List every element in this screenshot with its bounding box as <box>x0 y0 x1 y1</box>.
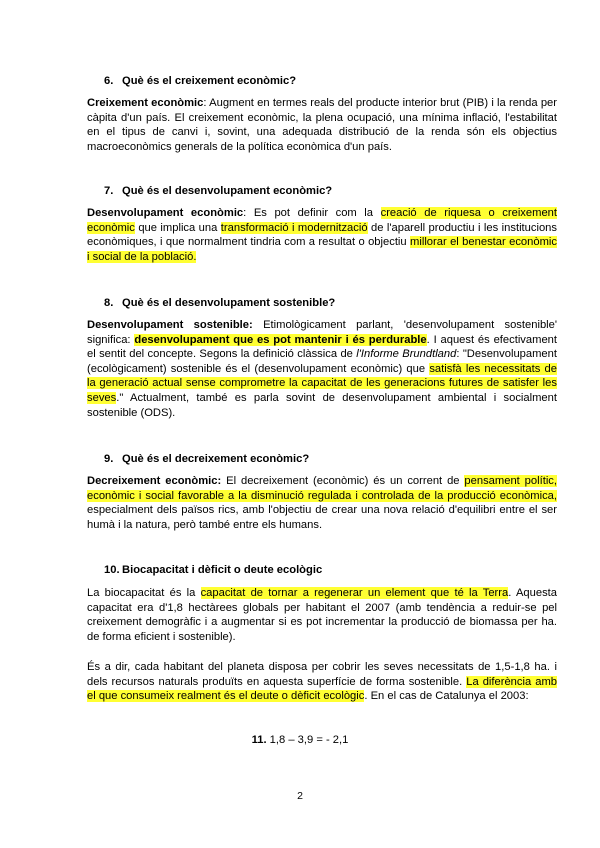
highlight: creació de riquesa o creixement econòmic <box>87 207 557 234</box>
paragraph-text: És a dir, cada habitant del planeta disposa per cobrir les seves necessitats de 1,5-1,8 ha. i dels recursos naturals produïts en aquesta superfície de forma sostenible. <box>87 661 557 688</box>
heading-10 <box>104 563 322 578</box>
paragraph-7 <box>87 206 557 264</box>
highlight: pensament polític, econòmic i social favorable a la disminució regulada i controlada de la producció econòmica, <box>87 475 558 502</box>
paragraph-text: que implica una <box>134 221 221 234</box>
heading-title: Biocapacitat i dèficit o deute ecològic <box>122 564 323 576</box>
heading-title: Què és el creixement econòmic? <box>122 75 297 87</box>
term: Decreixement econòmic: <box>87 475 222 487</box>
heading-number: 9. <box>104 453 114 465</box>
paragraph-text: de l'aparell productiu i les institucions econòmiques, i que normalment tindria com a resultat o objectiu <box>87 221 557 249</box>
paragraph-9 <box>87 474 557 532</box>
paragraph-10b <box>87 660 557 704</box>
paragraph-text: . I aquest és efectivament el sentit del concepte. Segons la definició clàssica de <box>87 333 557 361</box>
heading-title: Què és el desenvolupament sostenible? <box>122 297 336 309</box>
heading-title: Què és el desenvolupament econòmic? <box>122 185 333 197</box>
term: Creixement econòmic <box>87 97 204 109</box>
term: Desenvolupament sostenible: <box>87 319 253 331</box>
heading-9 <box>104 452 309 467</box>
paragraph-10a <box>87 586 557 644</box>
paragraph-6 <box>87 96 557 154</box>
highlight: millorar el benestar econòmic i social de la població. <box>87 236 557 263</box>
heading-6 <box>104 74 296 89</box>
highlight: desenvolupament que es pot mantenir i és perdurable <box>134 333 427 346</box>
paragraph-text: El decreixement (econòmic) és un corrent de <box>221 475 465 487</box>
paragraph-text: . Aquesta capacitat era d'1,8 hectàrees globals per habitant el 2007 (amb tendència a reduir-se pel creixement demogràfic i a augmentar si es pot incrementar la producció de biomassa per ha. de forma eficient i sostenible). <box>87 587 558 643</box>
paragraph-text: : "Desenvolupament (ecològicament) sostenible és el (desenvolupament econòmic) que <box>87 348 557 375</box>
heading-number: 8. <box>104 297 114 309</box>
paragraph-8 <box>87 318 557 420</box>
paragraph-text: : Es pot definir com la <box>243 207 381 219</box>
heading-title: Què és el decreixement econòmic? <box>122 453 310 465</box>
highlight: La diferència amb el que consumeix realment és el deute o dèficit ecològic <box>87 675 557 703</box>
heading-number: 10. <box>104 564 120 576</box>
equation <box>0 733 600 748</box>
term: Desenvolupament econòmic <box>87 207 244 219</box>
italic-reference: l'Informe Brundtland <box>356 348 457 361</box>
equation-text: 1,8 – 3,9 = - 2,1 <box>266 734 349 746</box>
heading-number: 7. <box>104 185 114 197</box>
paragraph-text: Etimològicament parlant, 'desenvolupament sostenible' significa: <box>87 319 558 346</box>
paragraph-text: . En el cas de Catalunya el 2003: <box>364 690 529 703</box>
paragraph-text: La biocapacitat és la <box>87 587 201 599</box>
heading-7 <box>104 184 332 199</box>
paragraph-text: ." Actualment, també es parla sovint de desenvolupament ambiental i socialment sostenible (ODS). <box>87 391 557 419</box>
equation-label: 11. <box>251 734 267 746</box>
highlight: satisfà les necessitats de la generació actual sense comprometre la capacitat de les generacions futures de satisfer les seves <box>87 362 557 404</box>
page-number: 2 <box>297 790 303 802</box>
highlight: capacitat de tornar a regenerar un element que té la Terra <box>200 587 509 599</box>
heading-8 <box>104 296 335 311</box>
highlight: transformació i modernització <box>220 221 368 234</box>
paragraph-text: : Augment en termes reals del producte interior brut (PIB) i la renda per càpita d'un país. El creixement econòmic, la plena ocupació, una mínima inflació, l'estabilitat en el tipus de canvi i, sovint, una adequada distribució de la renda són els objectius macroeconòmics generals de la política econòmica d'un país. <box>87 97 557 153</box>
heading-number: 6. <box>104 75 114 87</box>
paragraph-text: especialment dels països rics, amb l'objectiu de crear una nova relació d'equilibri entre el ser humà i la natura, però també entre els humans. <box>87 504 557 531</box>
